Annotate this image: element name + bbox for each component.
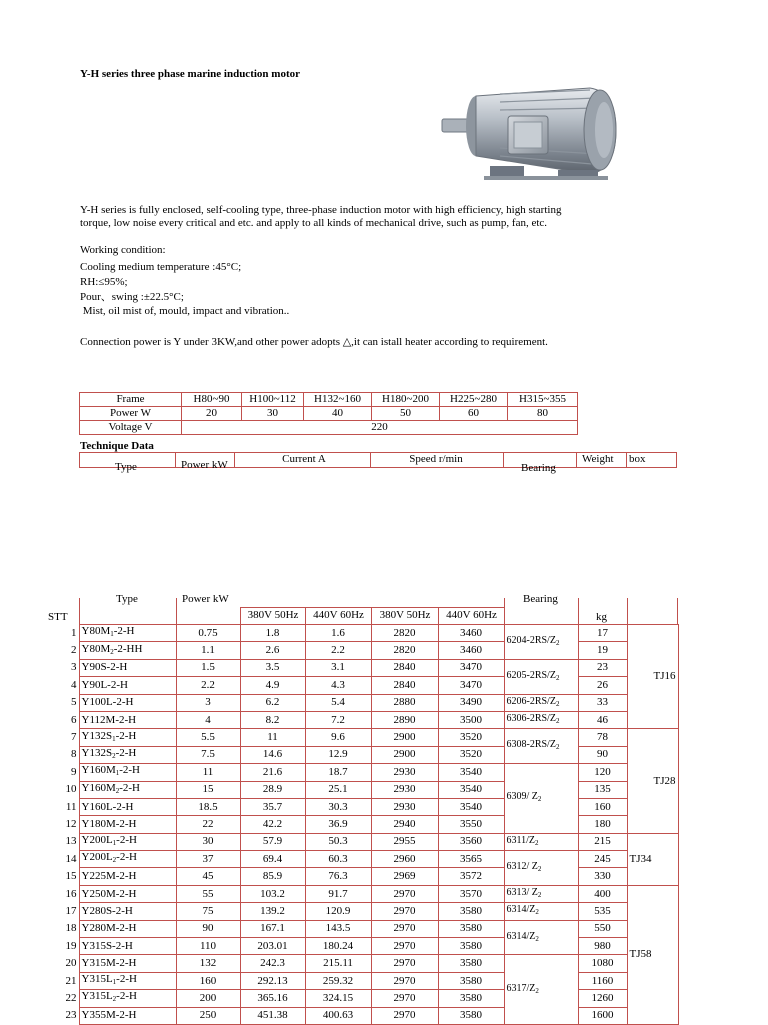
- row-power: 250: [176, 1007, 240, 1024]
- row-current-380: 365.16: [240, 990, 305, 1007]
- header-type-bottom: Type: [116, 593, 138, 605]
- row-weight: 135: [578, 781, 627, 798]
- motor-photo: [440, 72, 620, 196]
- row-power: 1.1: [176, 642, 240, 659]
- row-stt: 21: [65, 974, 77, 987]
- heater-row-power: [80, 407, 578, 421]
- row-current-380: 242.3: [240, 955, 305, 972]
- row-weight: 550: [578, 920, 627, 937]
- row-speed-380: 2970: [371, 938, 438, 955]
- row-current-440: 215.11: [305, 955, 371, 972]
- row-current-380: 139.2: [240, 903, 305, 920]
- table-header-bottom-fragment: [40, 593, 680, 624]
- header-weight: Weight: [582, 453, 614, 465]
- row-speed-440: 3540: [438, 798, 504, 815]
- row-type: $Y160M_2-2-H$: [79, 781, 176, 798]
- row-speed-380: 2880: [371, 694, 438, 711]
- heater-label: Voltage V: [80, 421, 182, 435]
- row-power: 4: [176, 711, 240, 728]
- heater-row-frame: [80, 393, 578, 407]
- row-current-440: 324.15: [305, 990, 371, 1007]
- row-power: 200: [176, 990, 240, 1007]
- row-current-380: 28.9: [240, 781, 305, 798]
- row-current-380: 8.2: [240, 711, 305, 728]
- row-current-380: 203.01: [240, 938, 305, 955]
- row-type: Y90L-2-H: [79, 677, 176, 694]
- row-weight: 535: [578, 903, 627, 920]
- table-row: [40, 938, 678, 955]
- row-stt: 18: [65, 922, 77, 935]
- heater-cell: H100~112: [242, 393, 304, 407]
- row-type: Y160L-2-H: [79, 798, 176, 815]
- row-current-380: 42.2: [240, 816, 305, 833]
- row-speed-380: 2970: [371, 903, 438, 920]
- condition-temperature: Cooling medium temperature :45°C;: [80, 261, 242, 273]
- table-row: [40, 920, 678, 937]
- row-power: 15: [176, 781, 240, 798]
- row-stt: 4: [71, 678, 77, 691]
- table-row: [40, 694, 678, 711]
- condition-heading: Working condition:: [80, 244, 166, 256]
- row-stt: 15: [65, 870, 77, 883]
- row-weight: 26: [578, 677, 627, 694]
- row-weight: 245: [578, 851, 627, 868]
- intro-line-2: torque, low noise every critical and etc. and apply to all kinds of mechanical drive, such as pump, fan, etc.: [80, 217, 548, 229]
- heater-cell: H225~280: [440, 393, 508, 407]
- header-s440: 440V 60Hz: [438, 607, 505, 625]
- row-current-380: 69.4: [240, 851, 305, 868]
- row-current-440: 120.9: [305, 903, 371, 920]
- table-row: [40, 746, 678, 763]
- condition-mist: Mist, oil mist of, mould, impact and vibration..: [80, 305, 290, 317]
- row-speed-440: 3540: [438, 781, 504, 798]
- row-current-440: 7.2: [305, 711, 371, 728]
- row-speed-380: 2900: [371, 729, 438, 746]
- row-bearing: 6309/ $Z_2$: [504, 764, 578, 834]
- row-stt: 6: [71, 713, 77, 726]
- row-weight: 90: [578, 746, 627, 763]
- table-row: [40, 816, 678, 833]
- row-type: Y315M-2-H: [79, 955, 176, 972]
- row-speed-380: 2900: [371, 746, 438, 763]
- row-stt: 23: [65, 1009, 77, 1022]
- row-speed-440: 3580: [438, 972, 504, 989]
- row-stt: 10: [65, 783, 77, 796]
- row-box: TJ28: [627, 729, 678, 833]
- row-current-380: 6.2: [240, 694, 305, 711]
- row-bearing: $6314/Z_2$: [504, 903, 578, 920]
- heater-cell: 40: [304, 407, 372, 421]
- row-power: 37: [176, 851, 240, 868]
- header-bearing-top: Bearing: [521, 462, 556, 474]
- row-power: 3: [176, 694, 240, 711]
- row-current-440: 400.63: [305, 1007, 371, 1024]
- row-current-440: 50.3: [305, 833, 371, 850]
- row-speed-380: 2840: [371, 659, 438, 676]
- header-c380: 380V 50Hz: [240, 607, 306, 625]
- row-current-440: 76.3: [305, 868, 371, 885]
- row-stt: 17: [65, 904, 77, 917]
- row-speed-380: 2970: [371, 885, 438, 902]
- row-current-440: 5.4: [305, 694, 371, 711]
- row-speed-380: 2930: [371, 781, 438, 798]
- table-row: [40, 764, 678, 781]
- row-speed-440: 3520: [438, 746, 504, 763]
- table-row: [40, 903, 678, 920]
- heater-cell: 60: [440, 407, 508, 421]
- row-speed-440: 3460: [438, 625, 504, 642]
- row-type: $Y132S_1-2-H$: [79, 729, 176, 746]
- row-speed-380: 2940: [371, 816, 438, 833]
- row-stt: 1: [71, 626, 77, 639]
- row-speed-440: 3460: [438, 642, 504, 659]
- row-current-380: 103.2: [240, 885, 305, 902]
- row-type: Y180M-2-H: [79, 816, 176, 833]
- row-stt: 19: [65, 939, 77, 952]
- row-stt: 16: [65, 887, 77, 900]
- heater-cell: 20: [182, 407, 242, 421]
- row-current-380: 14.6: [240, 746, 305, 763]
- row-current-380: 57.9: [240, 833, 305, 850]
- row-speed-380: 2970: [371, 1007, 438, 1024]
- row-power: 30: [176, 833, 240, 850]
- header-s380: 380V 50Hz: [371, 607, 439, 625]
- row-speed-440: 3580: [438, 990, 504, 1007]
- row-power: 45: [176, 868, 240, 885]
- row-type: $Y200L_1-2-H$: [79, 833, 176, 850]
- technique-table-wrapper: [40, 624, 680, 1022]
- row-power: 0.75: [176, 625, 240, 642]
- row-weight: 1080: [578, 955, 627, 972]
- row-weight: 46: [578, 711, 627, 728]
- row-current-440: 36.9: [305, 816, 371, 833]
- row-box: TJ34: [627, 833, 678, 885]
- row-stt: 13: [65, 835, 77, 848]
- row-speed-380: 2970: [371, 990, 438, 1007]
- technique-heading: Technique Data: [80, 440, 154, 452]
- row-type: Y280M-2-H: [79, 920, 176, 937]
- row-stt: 14: [65, 852, 77, 865]
- row-weight: 23: [578, 659, 627, 676]
- table-row: [40, 729, 678, 746]
- row-current-440: 9.6: [305, 729, 371, 746]
- page-title: Y-H series three phase marine induction motor: [80, 68, 300, 80]
- row-type: $Y132S_2-2-H$: [79, 746, 176, 763]
- row-weight: 215: [578, 833, 627, 850]
- row-current-380: 292.13: [240, 972, 305, 989]
- header-bearing-bottom: Bearing: [523, 593, 558, 605]
- row-stt: 2: [71, 644, 77, 657]
- header-current: Current A: [282, 453, 326, 465]
- row-speed-380: 2970: [371, 955, 438, 972]
- row-weight: 330: [578, 868, 627, 885]
- row-speed-440: 3580: [438, 1007, 504, 1024]
- row-speed-380: 2840: [371, 677, 438, 694]
- row-power: 5.5: [176, 729, 240, 746]
- header-stt: STT: [48, 611, 68, 623]
- row-current-440: 60.3: [305, 851, 371, 868]
- heater-cell: 50: [372, 407, 440, 421]
- condition-swing: Pour、swing :±22.5°C;: [80, 291, 184, 303]
- intro-line-1: Y-H series is fully enclosed, self-cooling type, three-phase induction motor with high efficiency, high starting: [80, 204, 562, 216]
- row-current-440: 180.24: [305, 938, 371, 955]
- row-current-440: 3.1: [305, 659, 371, 676]
- row-power: 160: [176, 972, 240, 989]
- row-current-440: 25.1: [305, 781, 371, 798]
- row-type: Y280S-2-H: [79, 903, 176, 920]
- row-speed-380: 2969: [371, 868, 438, 885]
- row-speed-380: 2890: [371, 711, 438, 728]
- row-current-380: 21.6: [240, 764, 305, 781]
- header-speed: Speed r/min: [409, 453, 463, 465]
- row-weight: 120: [578, 764, 627, 781]
- row-power: 7.5: [176, 746, 240, 763]
- row-type: $Y315L_1-2-H$: [79, 972, 176, 989]
- row-type: $Y80M_1-2-H$: [79, 625, 176, 642]
- row-type: Y100L-2-H: [79, 694, 176, 711]
- row-stt: 8: [71, 748, 77, 761]
- row-current-440: 91.7: [305, 885, 371, 902]
- row-weight: 1260: [578, 990, 627, 1007]
- row-speed-380: 2960: [371, 851, 438, 868]
- row-speed-380: 2970: [371, 972, 438, 989]
- row-current-380: 2.6: [240, 642, 305, 659]
- table-row: [40, 868, 678, 885]
- row-weight: 33: [578, 694, 627, 711]
- row-speed-440: 3580: [438, 938, 504, 955]
- row-bearing: $6206-2RS/Z_2$: [504, 694, 578, 711]
- row-bearing: $6311/Z_2$: [504, 833, 578, 850]
- row-stt: 9: [71, 765, 77, 778]
- row-speed-440: 3550: [438, 816, 504, 833]
- row-bearing: $6204-2RS/Z_2$: [504, 625, 578, 660]
- row-weight: 1160: [578, 972, 627, 989]
- header-kg: kg: [596, 611, 607, 623]
- row-power: 22: [176, 816, 240, 833]
- table-row: [40, 798, 678, 815]
- row-current-380: 11: [240, 729, 305, 746]
- row-current-440: 2.2: [305, 642, 371, 659]
- row-speed-440: 3520: [438, 729, 504, 746]
- row-current-440: 1.6: [305, 625, 371, 642]
- row-speed-440: 3540: [438, 764, 504, 781]
- row-current-380: 3.5: [240, 659, 305, 676]
- row-current-440: 259.32: [305, 972, 371, 989]
- row-bearing: $6306-2RS/Z_2$: [504, 711, 578, 728]
- row-power: 55: [176, 885, 240, 902]
- table-row: [40, 851, 678, 868]
- row-power: 11: [176, 764, 240, 781]
- row-current-440: 18.7: [305, 764, 371, 781]
- row-stt: 7: [71, 731, 77, 744]
- row-type: $Y200L_2-2-H$: [79, 851, 176, 868]
- row-type: Y90S-2-H: [79, 659, 176, 676]
- row-power: 1.5: [176, 659, 240, 676]
- header-box: box: [629, 453, 646, 465]
- row-stt: 5: [71, 696, 77, 709]
- row-power: 132: [176, 955, 240, 972]
- row-weight: 980: [578, 938, 627, 955]
- row-type: $Y315L_2-2-H$: [79, 990, 176, 1007]
- row-current-380: 35.7: [240, 798, 305, 815]
- row-current-380: 85.9: [240, 868, 305, 885]
- row-speed-440: 3570: [438, 885, 504, 902]
- row-type: $Y160M_1-2-H$: [79, 764, 176, 781]
- header-power-top: Power kW: [181, 459, 228, 471]
- row-speed-380: 2820: [371, 625, 438, 642]
- connection-note: Connection power is Y under 3KW,and other power adopts △,it can istall heater according to requirement.: [80, 336, 548, 348]
- table-row: [40, 1007, 678, 1024]
- row-speed-440: 3580: [438, 920, 504, 937]
- row-current-380: 1.8: [240, 625, 305, 642]
- row-box: TJ58: [627, 885, 678, 1024]
- row-speed-440: 3470: [438, 659, 504, 676]
- row-stt: 11: [65, 800, 77, 813]
- row-bearing: $6317/Z_2$: [504, 955, 578, 1025]
- row-power: 90: [176, 920, 240, 937]
- row-type: Y250M-2-H: [79, 885, 176, 902]
- row-speed-440: 3572: [438, 868, 504, 885]
- row-stt: 3: [71, 661, 77, 674]
- row-weight: 19: [578, 642, 627, 659]
- row-current-440: 12.9: [305, 746, 371, 763]
- heater-voltage-value: 220: [182, 421, 578, 435]
- table-row: [40, 711, 678, 728]
- technique-table: [40, 624, 679, 1025]
- row-stt: 20: [65, 957, 77, 970]
- row-power: 2.2: [176, 677, 240, 694]
- heater-cell: H80~90: [182, 393, 242, 407]
- row-type: $Y80M_2-2-HH$: [79, 642, 176, 659]
- heater-label: Power W: [80, 407, 182, 421]
- row-bearing: 6313/ $Z_2$: [504, 885, 578, 902]
- row-speed-380: 2970: [371, 920, 438, 937]
- row-stt: 12: [65, 817, 77, 830]
- table-row: [40, 990, 678, 1007]
- table-row: [40, 885, 678, 902]
- row-power: 110: [176, 938, 240, 955]
- row-bearing: 6312/ $Z_2$: [504, 851, 578, 886]
- row-speed-440: 3565: [438, 851, 504, 868]
- heater-label: Frame: [80, 393, 182, 407]
- row-weight: 17: [578, 625, 627, 642]
- row-speed-440: 3580: [438, 903, 504, 920]
- row-bearing: $6314/Z_2$: [504, 920, 578, 955]
- row-weight: 180: [578, 816, 627, 833]
- table-row: [40, 659, 678, 676]
- row-weight: 160: [578, 798, 627, 815]
- row-box: TJ16: [627, 625, 678, 729]
- row-speed-380: 2955: [371, 833, 438, 850]
- row-speed-440: 3560: [438, 833, 504, 850]
- row-current-440: 143.5: [305, 920, 371, 937]
- heater-table: [79, 392, 578, 435]
- row-speed-380: 2820: [371, 642, 438, 659]
- row-power: 75: [176, 903, 240, 920]
- table-row: [40, 625, 678, 642]
- row-current-380: 451.38: [240, 1007, 305, 1024]
- row-weight: 400: [578, 885, 627, 902]
- row-bearing: $6308-2RS/Z_2$: [504, 729, 578, 764]
- row-current-380: 167.1: [240, 920, 305, 937]
- heater-cell: H315~355: [508, 393, 578, 407]
- heater-cell: H180~200: [372, 393, 440, 407]
- row-power: 18.5: [176, 798, 240, 815]
- row-speed-440: 3490: [438, 694, 504, 711]
- table-row: [40, 781, 678, 798]
- heater-cell: 80: [508, 407, 578, 421]
- row-speed-440: 3580: [438, 955, 504, 972]
- row-speed-380: 2930: [371, 764, 438, 781]
- heater-cell: H132~160: [304, 393, 372, 407]
- table-row: [40, 642, 678, 659]
- header-power-bottom: Power kW: [182, 593, 229, 605]
- row-type: Y355M-2-H: [79, 1007, 176, 1024]
- table-row: [40, 677, 678, 694]
- row-speed-440: 3470: [438, 677, 504, 694]
- heater-cell: 30: [242, 407, 304, 421]
- condition-rh: RH:≤95%;: [80, 276, 128, 288]
- row-type: Y225M-2-H: [79, 868, 176, 885]
- header-type-top: Type: [115, 461, 137, 473]
- row-bearing: $6205-2RS/Z_2$: [504, 659, 578, 694]
- table-row: [40, 955, 678, 972]
- row-speed-380: 2930: [371, 798, 438, 815]
- row-type: Y112M-2-H: [79, 711, 176, 728]
- row-weight: 1600: [578, 1007, 627, 1024]
- heater-row-voltage: [80, 421, 578, 435]
- row-current-380: 4.9: [240, 677, 305, 694]
- row-current-440: 4.3: [305, 677, 371, 694]
- row-current-440: 30.3: [305, 798, 371, 815]
- header-c440: 440V 60Hz: [305, 607, 372, 625]
- table-row: [40, 833, 678, 850]
- row-stt: 22: [65, 991, 77, 1004]
- row-weight: 78: [578, 729, 627, 746]
- table-header-top-fragment: [79, 452, 679, 474]
- table-row: [40, 972, 678, 989]
- row-speed-440: 3500: [438, 711, 504, 728]
- row-type: Y315S-2-H: [79, 938, 176, 955]
